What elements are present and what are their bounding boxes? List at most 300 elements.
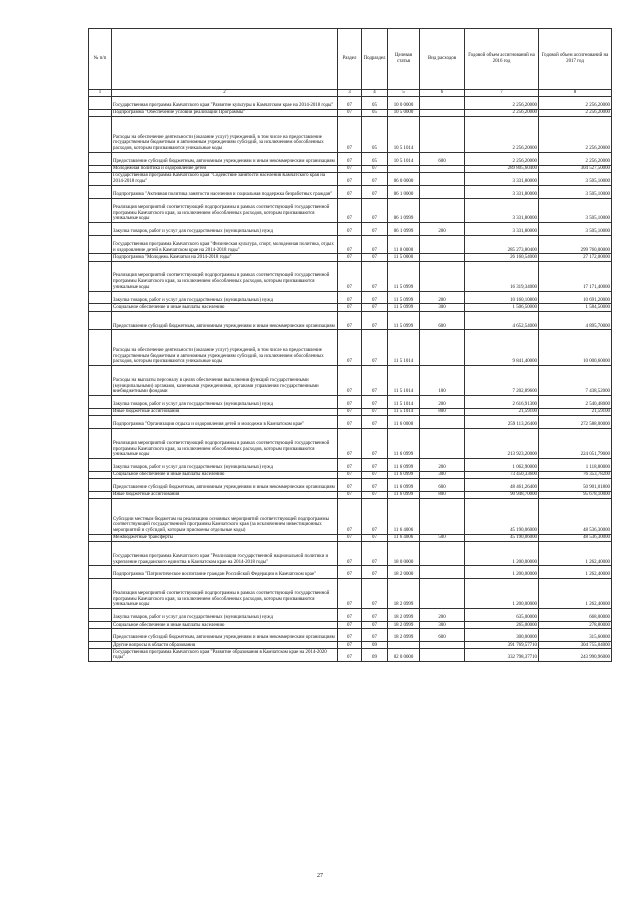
row-section-cell: 07 (338, 541, 362, 565)
row-expense-type-cell (420, 97, 465, 110)
table-row (89, 416, 612, 429)
row-2016-cell: 3 331,80000 (465, 172, 539, 185)
row-expense-type-cell: 600 (420, 152, 465, 165)
row-name-cell: Закупка товаров, работ и услуг для государственных (муниципальных) нужд (112, 458, 338, 471)
col-number: 7 (465, 90, 539, 97)
row-num-cell (89, 629, 112, 642)
row-name-cell: Государственная программа Камчатского края "Содействие занятости населения Камчатского края на 2014-2018 годы" (112, 172, 338, 185)
row-name-cell: Реализация мероприятий соответствующей подпрограммы в рамках соответствующей государственной программы Камчатского края, за исключением обособленных расходов, которым присваиваются уникальные коды (112, 428, 338, 458)
row-num-cell (89, 109, 112, 116)
row-name-cell: Государственная программа Камчатского края "Развитие культуры в Камчатском крае на 2014-2018 годы" (112, 97, 338, 110)
row-2016-cell: 9 841,40000 (465, 330, 539, 366)
table-row (89, 222, 612, 235)
row-2016-cell: 1 200,00000 (465, 579, 539, 609)
row-num-cell (89, 165, 112, 172)
row-2017-cell: 21,59100 (539, 408, 612, 415)
row-name-cell: Подпрограмма "Организация отдыха и оздоровления детей и молодежи в Камчатском крае" (112, 416, 338, 429)
row-target-cell: 10 5 1014 (388, 152, 420, 165)
row-subsection-cell: 05 (362, 109, 388, 116)
row-name-cell: Государственная программа Камчатского края "Физическая культура, спорт, молодежная политика, отдых и оздоровление детей в Камчатском крае на 2014-2018 годы" (112, 235, 338, 254)
row-target-cell: 11 0 0000 (388, 235, 420, 254)
row-target-cell: 10 5 0000 (388, 109, 420, 116)
row-subsection-cell: 07 (362, 566, 388, 579)
row-section-cell: 07 (338, 330, 362, 366)
row-subsection-cell: 05 (362, 117, 388, 153)
row-2016-cell: 259 113,26400 (465, 416, 539, 429)
table-row (89, 261, 612, 291)
row-section-cell: 07 (338, 365, 362, 395)
table-row (89, 579, 612, 609)
row-num-cell (89, 579, 112, 609)
row-name-cell: Предоставление субсидий бюджетным, автономным учреждениям и иным некоммерческим организациям (112, 311, 338, 330)
row-subsection-cell: 07 (362, 222, 388, 235)
row-section-cell: 07 (338, 499, 362, 535)
row-name-cell: Закупка товаров, работ и услуг для государственных (муниципальных) нужд (112, 222, 338, 235)
row-2017-cell: 17 171,40000 (539, 261, 612, 291)
row-num-cell (89, 198, 112, 222)
row-num-cell (89, 235, 112, 254)
row-2016-cell: 21,59100 (465, 408, 539, 415)
table-row (89, 491, 612, 498)
row-expense-type-cell: 300 (420, 304, 465, 311)
row-2017-cell: 50 901,01800 (539, 479, 612, 492)
row-num-cell (89, 428, 112, 458)
row-section-cell: 07 (338, 261, 362, 291)
row-subsection-cell: 07 (362, 579, 388, 609)
row-2017-cell: 304 527,50000 (539, 165, 612, 172)
row-name-cell: Другие вопросы в области образования (112, 642, 338, 649)
table-row (89, 235, 612, 254)
row-2017-cell: 1 118,80000 (539, 458, 612, 471)
row-name-cell: Предоставление субсидий бюджетным, автономным учреждениям и иным некоммерческим организациям (112, 152, 338, 165)
row-2016-cell: 2 256,20000 (465, 117, 539, 153)
row-2016-cell: 213 923,20000 (465, 428, 539, 458)
row-target-cell: 11 6 0999 (388, 479, 420, 492)
header-2016: Годовой объем ассигнований на 2016 год (465, 29, 539, 90)
row-expense-type-cell: 200 (420, 395, 465, 408)
row-num-cell (89, 566, 112, 579)
row-2016-cell: 2 256,20000 (465, 109, 539, 116)
row-target-cell: 11 5 1014 (388, 330, 420, 366)
row-name-cell: Социальное обеспечение и иные выплаты населению (112, 304, 338, 311)
row-num-cell (89, 408, 112, 415)
row-target-cell: 06 1 0999 (388, 198, 420, 222)
row-expense-type-cell: 600 (420, 311, 465, 330)
row-target-cell: 11 6 4006 (388, 534, 420, 541)
row-num-cell (89, 97, 112, 110)
row-2016-cell: 2 256,20000 (465, 152, 539, 165)
row-num-cell (89, 458, 112, 471)
row-section-cell: 07 (338, 185, 362, 198)
row-name-cell: Расходы на обеспечение деятельности (оказание услуг) учреждений, в том числе на предоставление государственным бюджетным и автономным учреждениям субсидий, за исключением обособленных расходов, которым присваиваются уникальные коды (112, 117, 338, 153)
row-2017-cell: 2 256,20000 (539, 109, 612, 116)
row-section-cell: 07 (338, 408, 362, 415)
row-2017-cell: 3 505,10000 (539, 198, 612, 222)
row-subsection-cell: 07 (362, 609, 388, 622)
row-name-cell: Реализация мероприятий соответствующей подпрограммы в рамках соответствующей государственной программы Камчатского края, за исключением обособленных расходов, которым присваиваются уникальные коды (112, 198, 338, 222)
row-num-cell (89, 479, 112, 492)
row-subsection-cell: 07 (362, 365, 388, 395)
table-row (89, 117, 612, 153)
row-2016-cell: 4 652,54000 (465, 311, 539, 330)
row-2017-cell: 1 262,40000 (539, 579, 612, 609)
row-expense-type-cell: 100 (420, 365, 465, 395)
row-subsection-cell: 07 (362, 416, 388, 429)
col-number: 8 (539, 90, 612, 97)
table-row (89, 304, 612, 311)
row-subsection-cell: 07 (362, 235, 388, 254)
row-2017-cell: 48 536,30000 (539, 499, 612, 535)
row-target-cell: 18 2 0999 (388, 579, 420, 609)
row-section-cell: 07 (338, 622, 362, 629)
row-section-cell: 07 (338, 458, 362, 471)
table-row (89, 97, 612, 110)
row-name-cell: Подпрограмма "Патриотическое воспитание граждан Российской Федерации в Камчатском крае" (112, 566, 338, 579)
row-target-cell: 10 5 1014 (388, 117, 420, 153)
row-expense-type-cell (420, 499, 465, 535)
row-target-cell: 11 6 4006 (388, 499, 420, 535)
row-section-cell: 07 (338, 109, 362, 116)
row-name-cell: Социальное обеспечение и иные выплаты населению (112, 622, 338, 629)
row-section-cell: 07 (338, 222, 362, 235)
row-2017-cell: 3 505,10000 (539, 172, 612, 185)
table-row (89, 566, 612, 579)
row-2017-cell: 668,00000 (539, 609, 612, 622)
row-section-cell: 07 (338, 629, 362, 642)
column-number-row (89, 90, 612, 97)
row-2017-cell: 10 691,20000 (539, 291, 612, 304)
row-num-cell (89, 254, 112, 261)
row-2017-cell: 1 584,50000 (539, 304, 612, 311)
row-2016-cell: 45 190,06000 (465, 534, 539, 541)
row-num-cell (89, 491, 112, 498)
table-row (89, 649, 612, 662)
row-subsection-cell: 07 (362, 291, 388, 304)
row-expense-type-cell (420, 172, 465, 185)
row-name-cell: Расходы на выплаты персоналу в целях обеспечения выполнения функций государственными (муниципальными) органами, казенными учреждениями, органами управления государственными внебюджетными фондами (112, 365, 338, 395)
table-row (89, 165, 612, 172)
row-expense-type-cell (420, 117, 465, 153)
row-num-cell (89, 261, 112, 291)
row-section-cell: 07 (338, 152, 362, 165)
row-target-cell: 11 5 1014 (388, 365, 420, 395)
row-expense-type-cell: 200 (420, 222, 465, 235)
col-number: 4 (362, 90, 388, 97)
table-row (89, 365, 612, 395)
row-section-cell: 07 (338, 491, 362, 498)
row-expense-type-cell (420, 185, 465, 198)
row-subsection-cell: 07 (362, 499, 388, 535)
row-subsection-cell: 07 (362, 395, 388, 408)
table-body (89, 97, 612, 662)
row-2016-cell: 7 202,89600 (465, 365, 539, 395)
row-target-cell: 11 6 0999 (388, 458, 420, 471)
col-number: 5 (388, 90, 420, 97)
row-target-cell: 11 6 0000 (388, 416, 420, 429)
table-row (89, 152, 612, 165)
table-row (89, 458, 612, 471)
row-subsection-cell: 07 (362, 304, 388, 311)
row-expense-type-cell (420, 416, 465, 429)
row-target-cell: 18 2 0000 (388, 566, 420, 579)
row-target-cell: 18 0 0000 (388, 541, 420, 565)
row-2017-cell: 1 262,40000 (539, 541, 612, 565)
row-2016-cell: 26 160,54000 (465, 254, 539, 261)
table-header-row (89, 29, 612, 90)
row-name-cell: Реализация мероприятий соответствующей подпрограммы в рамках соответствующей государственной программы Камчатского края, за исключением обособленных расходов, которым присваиваются уникальные коды (112, 261, 338, 291)
row-target-cell: 02 0 0000 (388, 649, 420, 662)
row-expense-type-cell (420, 254, 465, 261)
row-expense-type-cell: 600 (420, 479, 465, 492)
page-number: 27 (317, 873, 323, 879)
row-2016-cell: 265,00000 (465, 622, 539, 629)
row-name-cell: Закупка товаров, работ и услуг для государственных (муниципальных) нужд (112, 291, 338, 304)
row-target-cell (388, 642, 420, 649)
row-num-cell (89, 330, 112, 366)
row-name-cell: Субсидии местным бюджетам на реализацию основных мероприятий соответствующей подпрограммы соответствующей государственной программы Камчатского края (за исключением инвестиционных мероприятий и субсидий, которым присвоены отдельные коды) (112, 499, 338, 535)
row-2017-cell: 3 505,10000 (539, 222, 612, 235)
row-2016-cell: 1 200,00000 (465, 566, 539, 579)
row-2016-cell: 1 200,00000 (465, 541, 539, 565)
row-num-cell (89, 365, 112, 395)
row-2017-cell: 10 000,60000 (539, 330, 612, 366)
row-2017-cell: 224 051,79000 (539, 428, 612, 458)
row-num-cell (89, 642, 112, 649)
row-2017-cell: 304 755,04000 (539, 642, 612, 649)
row-expense-type-cell: 300 (420, 622, 465, 629)
row-num-cell (89, 622, 112, 629)
row-expense-type-cell (420, 261, 465, 291)
row-expense-type-cell: 800 (420, 408, 465, 415)
row-expense-type-cell (420, 198, 465, 222)
row-num-cell (89, 534, 112, 541)
row-subsection-cell: 07 (362, 458, 388, 471)
row-2017-cell: 3 505,10000 (539, 185, 612, 198)
row-target-cell (388, 165, 420, 172)
table-row (89, 395, 612, 408)
row-name-cell: Предоставление субсидий бюджетным, автономным учреждениям и иным некоммерческим организациям (112, 629, 338, 642)
row-target-cell: 11 5 0999 (388, 291, 420, 304)
table-row (89, 541, 612, 565)
row-subsection-cell: 07 (362, 629, 388, 642)
row-num-cell (89, 117, 112, 153)
table-row (89, 198, 612, 222)
row-2016-cell: 391 769,57710 (465, 642, 539, 649)
header-target: Целевая статья (388, 29, 420, 90)
table-row (89, 330, 612, 366)
row-subsection-cell: 05 (362, 152, 388, 165)
row-subsection-cell: 05 (362, 97, 388, 110)
table-row (89, 471, 612, 478)
row-subsection-cell: 07 (362, 311, 388, 330)
row-subsection-cell: 07 (362, 165, 388, 172)
row-name-cell: Предоставление субсидий бюджетным, автономным учреждениям и иным некоммерческим организациям (112, 479, 338, 492)
row-subsection-cell: 07 (362, 541, 388, 565)
row-num-cell (89, 541, 112, 565)
row-name-cell: Государственная программа Камчатского края "Развитие образования в Камчатском крае на 2014-2020 годы" (112, 649, 338, 662)
row-name-cell: Закупка товаров, работ и услуг для государственных (муниципальных) нужд (112, 395, 338, 408)
row-section-cell: 07 (338, 649, 362, 662)
row-num-cell (89, 471, 112, 478)
row-target-cell: 18 2 0999 (388, 629, 420, 642)
row-subsection-cell: 07 (362, 471, 388, 478)
row-2017-cell: 2 256,20000 (539, 152, 612, 165)
row-subsection-cell: 07 (362, 172, 388, 185)
col-number: 2 (112, 90, 338, 97)
table-row (89, 254, 612, 261)
row-num-cell (89, 395, 112, 408)
row-expense-type-cell: 600 (420, 629, 465, 642)
row-2017-cell: 4 895,70000 (539, 311, 612, 330)
row-expense-type-cell: 200 (420, 458, 465, 471)
row-subsection-cell: 07 (362, 408, 388, 415)
row-2017-cell: 299 760,00000 (539, 235, 612, 254)
table-row (89, 622, 612, 629)
row-2017-cell: 48 536,30000 (539, 534, 612, 541)
budget-table-page (88, 28, 611, 662)
budget-table (88, 28, 612, 662)
row-2017-cell: 2 256,20000 (539, 97, 612, 110)
row-expense-type-cell: 200 (420, 291, 465, 304)
row-subsection-cell: 07 (362, 491, 388, 498)
row-subsection-cell: 09 (362, 642, 388, 649)
row-expense-type-cell: 800 (420, 491, 465, 498)
row-section-cell: 07 (338, 416, 362, 429)
row-section-cell: 07 (338, 117, 362, 153)
row-name-cell: Молодежная политика и оздоровление детей (112, 165, 338, 172)
row-subsection-cell: 07 (362, 479, 388, 492)
table-row (89, 534, 612, 541)
header-section: Раздел (338, 29, 362, 90)
row-num-cell (89, 172, 112, 185)
row-section-cell: 07 (338, 642, 362, 649)
row-2016-cell: 289 805,60400 (465, 165, 539, 172)
row-2016-cell: 2 256,20000 (465, 97, 539, 110)
row-expense-type-cell (420, 235, 465, 254)
header-2017: Годовой объем ассигнований на 2017 год (539, 29, 612, 90)
row-2017-cell: 95 678,10000 (539, 491, 612, 498)
row-name-cell: Подпрограмма "Обеспечение условий реализации Программы" (112, 109, 338, 116)
row-num-cell (89, 222, 112, 235)
row-2016-cell: 3 331,80000 (465, 185, 539, 198)
row-name-cell: Подпрограмма "Молодежь Камчатки на 2014-2018 годы" (112, 254, 338, 261)
row-name-cell: Расходы на обеспечение деятельности (оказание услуг) учреждений, в том числе на предоставление государственным бюджетным и автономным учреждениям субсидий, за исключением обособленных расходов, которым присваиваются уникальные коды (112, 330, 338, 366)
row-num-cell (89, 304, 112, 311)
table-row (89, 479, 612, 492)
row-subsection-cell: 07 (362, 534, 388, 541)
row-expense-type-cell: 500 (420, 534, 465, 541)
table-row (89, 428, 612, 458)
row-num-cell (89, 649, 112, 662)
header-expense-type: Вид расходов (420, 29, 465, 90)
row-section-cell: 07 (338, 291, 362, 304)
row-num-cell (89, 152, 112, 165)
row-expense-type-cell (420, 165, 465, 172)
table-row (89, 109, 612, 116)
row-section-cell: 07 (338, 479, 362, 492)
row-2016-cell: 10 160,10800 (465, 291, 539, 304)
header-num: № п/п (89, 29, 112, 90)
row-expense-type-cell (420, 428, 465, 458)
table-row (89, 499, 612, 535)
row-num-cell (89, 291, 112, 304)
row-2017-cell: 315,60000 (539, 629, 612, 642)
row-expense-type-cell (420, 649, 465, 662)
row-2017-cell: 243 990,96000 (539, 649, 612, 662)
row-2016-cell: 1 506,50000 (465, 304, 539, 311)
row-section-cell: 07 (338, 97, 362, 110)
row-section-cell: 07 (338, 395, 362, 408)
row-2016-cell: 48 461,26400 (465, 479, 539, 492)
row-num-cell (89, 416, 112, 429)
row-expense-type-cell (420, 330, 465, 366)
row-target-cell: 11 6 0999 (388, 428, 420, 458)
row-expense-type-cell: 300 (420, 471, 465, 478)
row-target-cell: 11 5 0000 (388, 254, 420, 261)
row-2017-cell: 2 256,20000 (539, 117, 612, 153)
col-number: 1 (89, 90, 112, 97)
row-target-cell: 11 6 0999 (388, 471, 420, 478)
row-name-cell: Иные бюджетные ассигнования (112, 491, 338, 498)
row-2016-cell: 3 331,80000 (465, 222, 539, 235)
row-target-cell: 11 5 1014 (388, 408, 420, 415)
row-2016-cell: 285 273,80400 (465, 235, 539, 254)
row-subsection-cell: 07 (362, 198, 388, 222)
table-row (89, 408, 612, 415)
row-2017-cell: 2 540,48000 (539, 395, 612, 408)
row-2017-cell: 7 438,52000 (539, 365, 612, 395)
row-expense-type-cell (420, 579, 465, 609)
row-2016-cell: 635,00000 (465, 609, 539, 622)
row-2016-cell: 332 798,37710 (465, 649, 539, 662)
row-2016-cell: 300,00000 (465, 629, 539, 642)
row-section-cell: 07 (338, 198, 362, 222)
row-target-cell: 11 5 0999 (388, 311, 420, 330)
row-target-cell: 06 1 0000 (388, 185, 420, 198)
row-num-cell (89, 185, 112, 198)
row-section-cell: 07 (338, 534, 362, 541)
row-name-cell: Государственная программа Камчатского края "Реализация государственной национальной политики и укрепление гражданского единства в Камчатском крае на 2014-2018 годы" (112, 541, 338, 565)
table-row (89, 311, 612, 330)
row-2016-cell: 73 450,33600 (465, 471, 539, 478)
row-section-cell: 07 (338, 471, 362, 478)
row-expense-type-cell (420, 109, 465, 116)
table-row (89, 185, 612, 198)
row-section-cell: 07 (338, 304, 362, 311)
row-section-cell: 07 (338, 579, 362, 609)
col-number: 6 (420, 90, 465, 97)
row-subsection-cell: 07 (362, 622, 388, 629)
row-2017-cell: 1 262,40000 (539, 566, 612, 579)
row-target-cell: 11 5 1014 (388, 395, 420, 408)
row-2016-cell: 45 190,06000 (465, 499, 539, 535)
row-subsection-cell: 07 (362, 254, 388, 261)
row-2016-cell: 1 062,90000 (465, 458, 539, 471)
row-2016-cell: 90 948,70000 (465, 491, 539, 498)
row-expense-type-cell (420, 642, 465, 649)
row-target-cell: 11 5 0999 (388, 304, 420, 311)
row-target-cell: 18 2 0999 (388, 609, 420, 622)
row-subsection-cell: 09 (362, 649, 388, 662)
row-num-cell (89, 499, 112, 535)
row-num-cell (89, 609, 112, 622)
row-section-cell: 07 (338, 254, 362, 261)
row-subsection-cell: 07 (362, 185, 388, 198)
row-subsection-cell: 07 (362, 428, 388, 458)
table-row (89, 629, 612, 642)
row-num-cell (89, 311, 112, 330)
row-2016-cell: 3 331,80000 (465, 198, 539, 222)
